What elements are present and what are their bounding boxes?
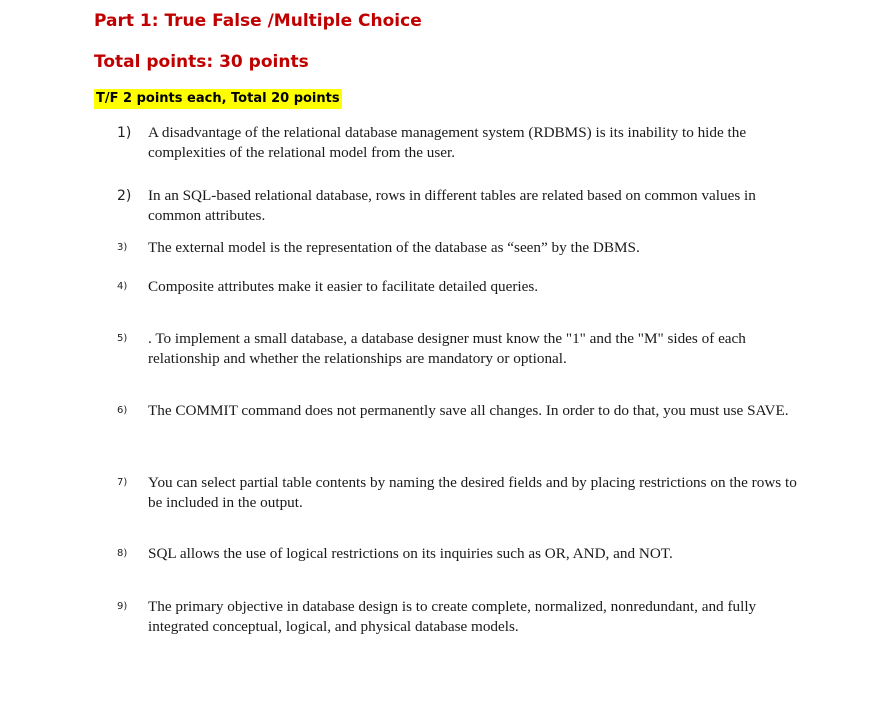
question-number: 3)	[117, 242, 128, 253]
question-text: A disadvantage of the relational database management system (RDBMS) is its inability to hide the complexities of the relational model from the user.	[148, 124, 747, 161]
question-number: 8)	[117, 548, 128, 559]
question-text: The external model is the representation of the database as “seen” by the DBMS.	[148, 239, 640, 256]
question-text: . To implement a small database, a database designer must know the "1" and the "M" sides of each relationship and whether the relationships are mandatory or optional.	[148, 330, 746, 367]
question-number: 7)	[117, 477, 128, 488]
question-text: The primary objective in database design is to create complete, normalized, nonredundant, and fully integrated conceptual, logical, and physical database models.	[148, 598, 757, 635]
question-text: SQL allows the use of logical restrictions on its inquiries such as OR, AND, and NOT.	[148, 545, 673, 562]
question-number: 1)	[117, 125, 132, 141]
question-number: 2)	[117, 188, 132, 204]
question-number: 6)	[117, 405, 128, 416]
total-points-heading: Total points: 30 points	[94, 52, 309, 72]
question-number: 4)	[117, 281, 128, 292]
question-text: In an SQL-based relational database, rows in different tables are related based on common values in common attributes.	[148, 187, 756, 224]
question-number: 9)	[117, 601, 128, 612]
question-text: Composite attributes make it easier to facilitate detailed queries.	[148, 278, 539, 295]
part-title: Part 1: True False /Multiple Choice	[94, 11, 422, 31]
tf-points-note: T/F 2 points each, Total 20 points	[94, 89, 342, 109]
question-text: The COMMIT command does not permanently save all changes. In order to do that, you must use SAVE.	[148, 402, 789, 419]
question-number: 5)	[117, 333, 128, 344]
question-text: You can select partial table contents by naming the desired fields and by placing restrictions on the rows to be included in the output.	[148, 474, 797, 511]
